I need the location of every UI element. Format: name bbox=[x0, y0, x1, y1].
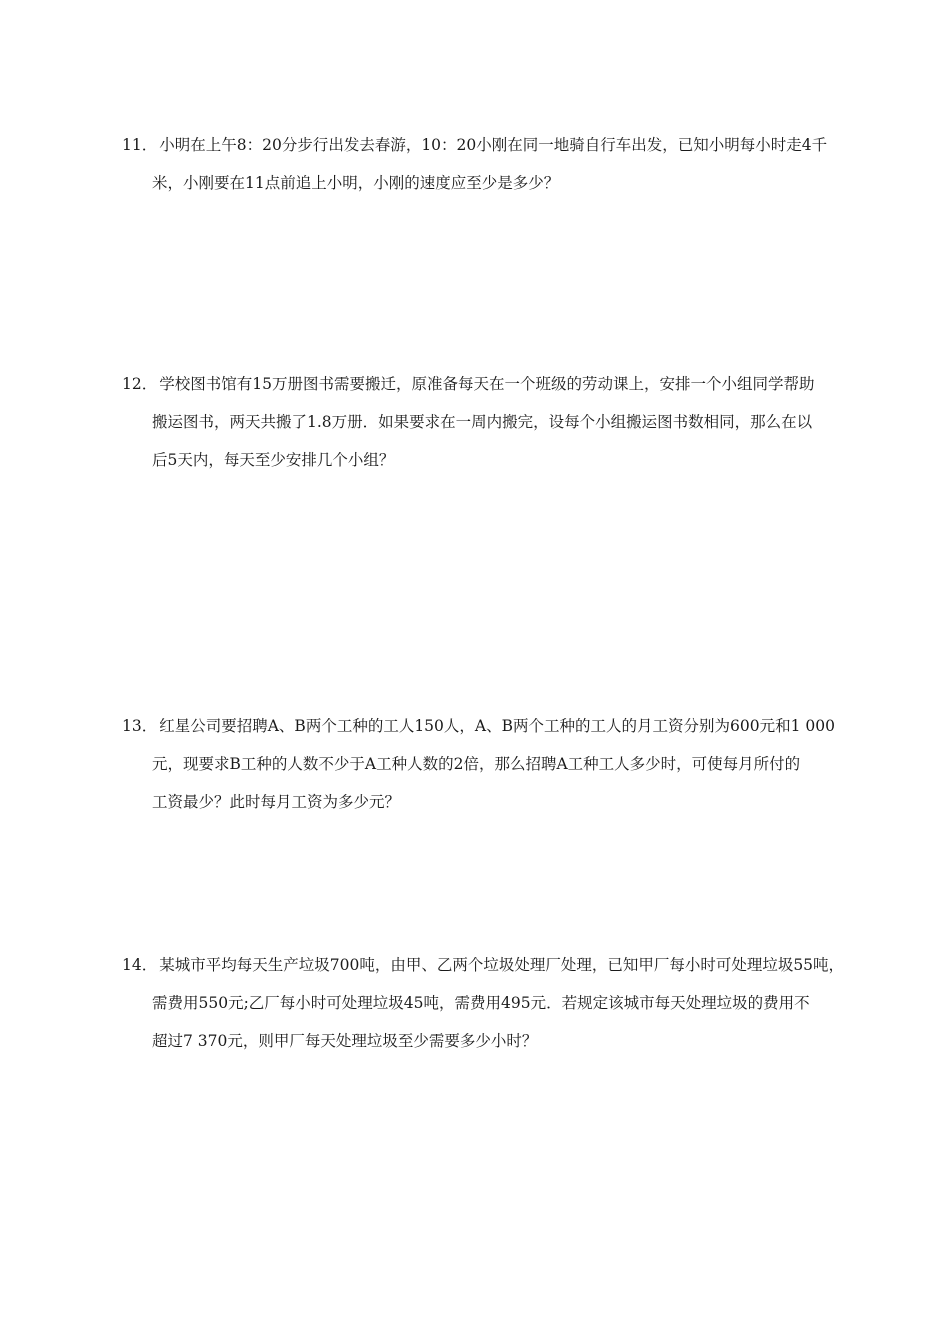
question-line: 元，现要求B工种的人数不少于A工种人数的2倍，那么招聘A工种工人多少时，可使每月所付的 bbox=[152, 755, 801, 773]
question-line: 工资最少？此时每月工资为多少元？ bbox=[152, 793, 401, 811]
question-13 bbox=[122, 707, 867, 821]
question-line bbox=[122, 365, 867, 403]
question-line: 米，小刚要在11点前追上小明，小刚的速度应至少是多少？ bbox=[152, 174, 560, 192]
question-text: 某城市平均每天生产垃圾700吨，由甲、乙两个垃圾处理厂处理，已知甲厂每小时可处理垃圾55吨， bbox=[159, 956, 845, 974]
question-12 bbox=[122, 365, 867, 479]
question-text: 学校图书馆有15万册图书需要搬迁，原准备每天在一个班级的劳动课上，安排一个小组同学帮助 bbox=[159, 375, 815, 393]
question-number: 13． bbox=[122, 717, 158, 735]
question-14 bbox=[122, 946, 867, 1060]
question-line: 需费用550元;乙厂每小时可处理垃圾45吨，需费用495元．若规定该城市每天处理垃圾的费用不 bbox=[152, 994, 810, 1012]
question-number: 14． bbox=[122, 956, 158, 974]
question-text: 红星公司要招聘A、B两个工种的工人150人，A、B两个工种的工人的月工资分别为600元和1 000 bbox=[159, 717, 835, 735]
question-number: 11． bbox=[122, 136, 158, 154]
question-line bbox=[122, 707, 867, 745]
question-line: 超过7 370元，则甲厂每天处理垃圾至少需要多少小时？ bbox=[152, 1032, 538, 1050]
question-line: 后5天内，每天至少安排几个小组？ bbox=[152, 451, 395, 469]
question-number: 12． bbox=[122, 375, 158, 393]
question-line bbox=[122, 126, 867, 164]
question-line bbox=[122, 946, 867, 984]
question-11 bbox=[122, 126, 867, 202]
question-line: 搬运图书，两天共搬了1.8万册．如果要求在一周内搬完，设每个小组搬运图书数相同，那么在以 bbox=[152, 413, 813, 431]
question-text: 小明在上午8：20分步行出发去春游，10：20小刚在同一地骑自行车出发，已知小明每小时走4千 bbox=[159, 136, 828, 154]
